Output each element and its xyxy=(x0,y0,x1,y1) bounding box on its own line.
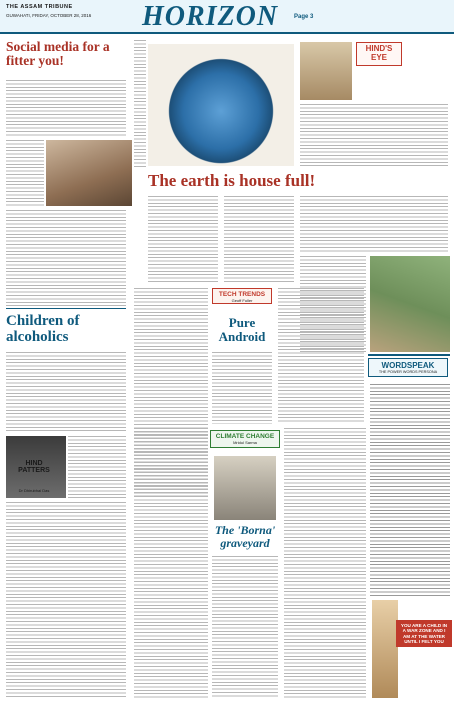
hinds-eye-label: HIND'S EYE xyxy=(356,42,402,66)
page-number: Page 3 xyxy=(294,14,314,20)
divider xyxy=(6,308,126,309)
climate-change-byline: Mridul Sarma xyxy=(233,440,257,445)
headline-pure-android: Pure Android xyxy=(218,315,266,344)
article-children-wrap xyxy=(68,436,126,498)
article-children-body xyxy=(6,502,126,698)
headline-borna-graveyard: The 'Borna' graveyard xyxy=(214,523,276,550)
article-pure-android-col2 xyxy=(212,352,272,424)
article-borna-col1 xyxy=(134,428,208,698)
wordspeak-list xyxy=(370,384,450,596)
article-children-intro xyxy=(6,352,126,432)
climate-change-title: CLIMATE CHANGE xyxy=(215,433,275,440)
earth-landscape-photo xyxy=(370,256,450,352)
headline-children-of-alcoholics: Children of alcoholics xyxy=(6,313,80,345)
tech-trends-byline: Geoff Fuller xyxy=(231,298,253,304)
article-earth-col1 xyxy=(148,196,218,284)
headline-earth: The earth is house full! xyxy=(148,171,316,190)
article-borna-col3 xyxy=(284,428,366,698)
article-social-body xyxy=(6,210,126,306)
dateline: GUWAHATI, FRIDAY, OCTOBER 28, 2016 xyxy=(6,13,92,18)
article-social-intro xyxy=(6,80,126,138)
hind-patters-byline: Dr Dhirubhai Das xyxy=(18,488,50,493)
column-gutter-text xyxy=(134,40,146,168)
article-social-text-wrap xyxy=(6,140,44,206)
article-borna-col2 xyxy=(212,556,278,698)
article-pure-android-col3 xyxy=(278,288,364,424)
paper-name: THE ASSAM TRIBUNE xyxy=(6,4,73,10)
quiz-promo-text: YOU ARE A CHILD IN A WAR ZONE AND I AM AT THE WATER UNTIL I FELT YOU xyxy=(396,620,452,647)
wordspeak-subtitle: THE POWER WORDS PERSONA xyxy=(378,370,438,374)
hinds-eye-photo xyxy=(300,42,352,100)
article-earth-col2 xyxy=(224,196,294,284)
section-title: HORIZON xyxy=(142,1,279,32)
wordspeak-title: WORDSPEAK xyxy=(381,361,435,370)
quiz-photo xyxy=(372,600,398,698)
article-top-right xyxy=(300,104,448,168)
tech-trends-title: TECH TRENDS xyxy=(218,291,266,298)
borna-graveyard-photo xyxy=(214,456,276,520)
masthead xyxy=(0,0,454,34)
tech-trends-box xyxy=(212,288,272,304)
article-earth-col3 xyxy=(300,196,448,252)
divider xyxy=(368,354,450,356)
hind-patters-label: HIND PATTERS xyxy=(18,460,50,475)
wordspeak-box xyxy=(368,358,448,377)
social-media-photo xyxy=(46,140,132,206)
climate-change-box xyxy=(210,430,280,448)
headline-social-media: Social media for a fitter you! xyxy=(6,39,110,69)
earth-globe-photo xyxy=(148,44,294,166)
